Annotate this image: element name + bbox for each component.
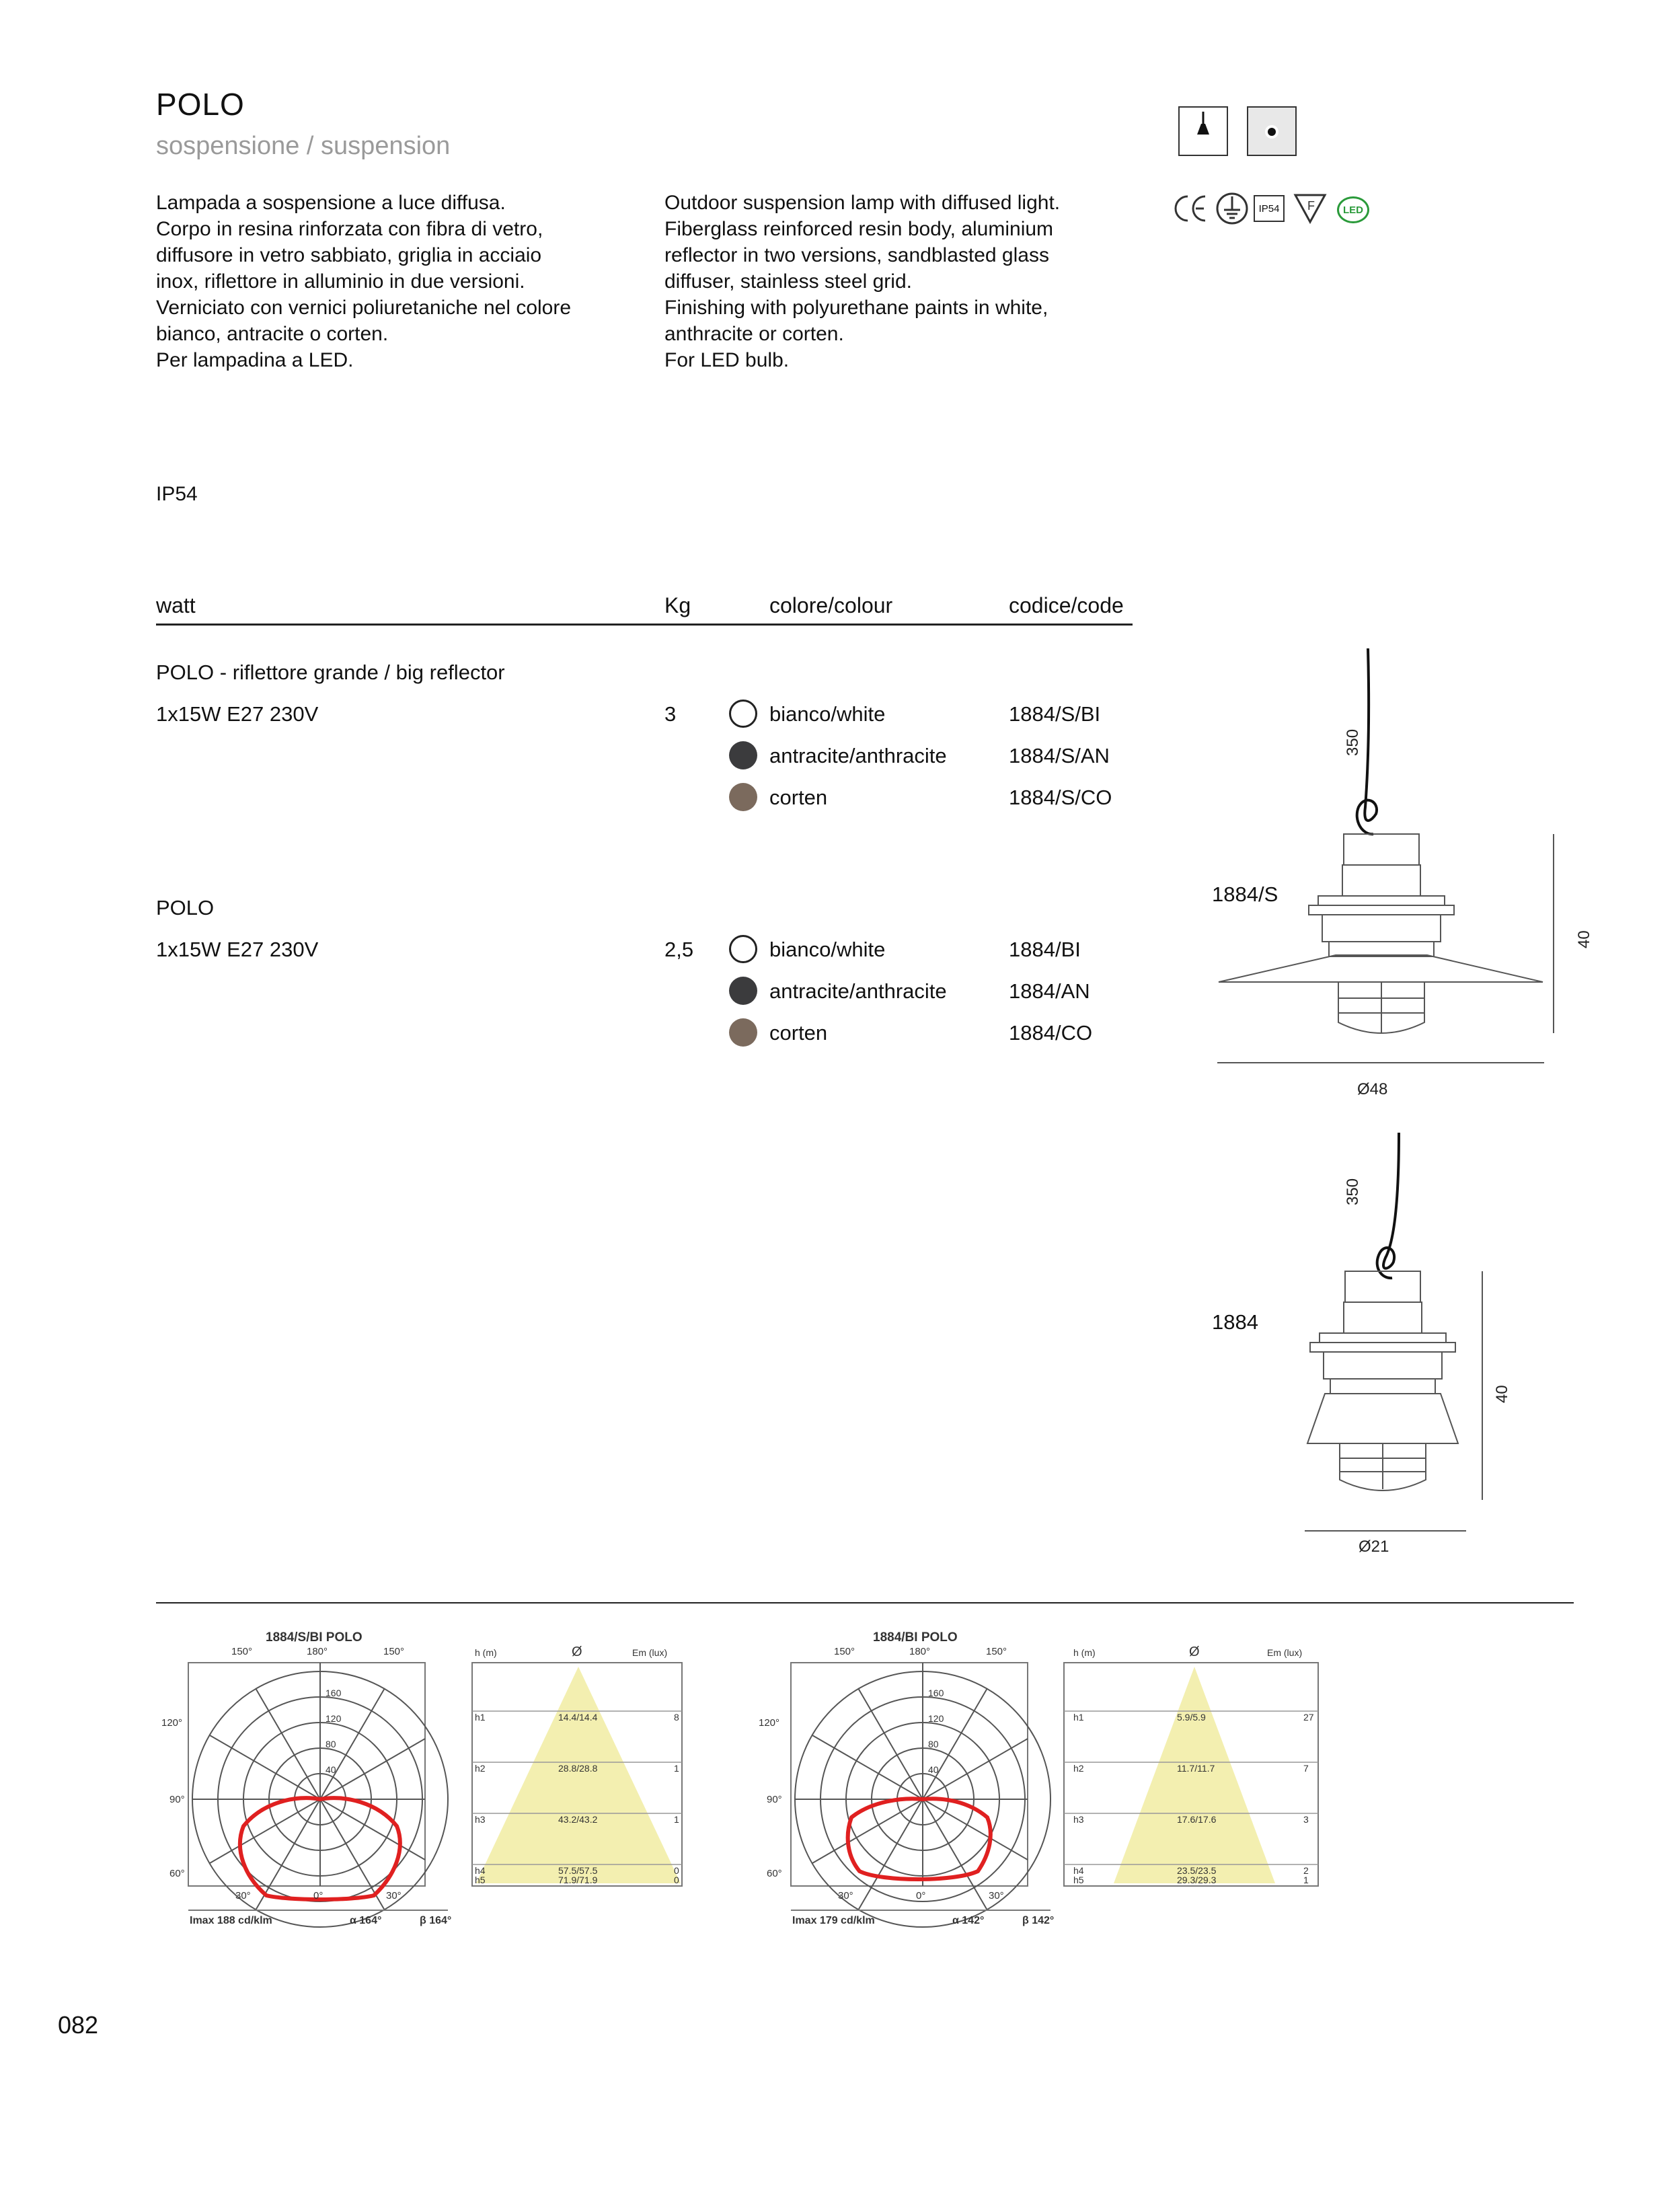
- led-icon: LED: [1337, 196, 1369, 223]
- cone-lux: 1: [674, 1763, 679, 1774]
- group-watt: 1x15W E27 230V: [156, 938, 319, 961]
- ring-label: 160: [928, 1688, 944, 1698]
- group-kg: 3: [664, 702, 677, 726]
- cone-lux: 8: [674, 1712, 679, 1723]
- description-line: bianco, antracite o corten.: [156, 323, 389, 345]
- group-name: POLO: [156, 896, 215, 919]
- cone-diameter: 17.6/17.6: [1177, 1814, 1217, 1825]
- angle-label: 150°: [834, 1646, 855, 1657]
- photometric-title: 1884/S/BI POLO: [266, 1630, 362, 1645]
- ring-label: 160: [326, 1688, 342, 1698]
- angle-label: 60°: [767, 1868, 782, 1879]
- colour-label: corten: [769, 1021, 828, 1045]
- description-line: For LED bulb.: [664, 349, 790, 371]
- alpha-label: α 164°: [350, 1915, 382, 1926]
- angle-label: 120°: [161, 1717, 183, 1729]
- description-line: reflector in two versions, sandblasted glass: [664, 244, 1049, 266]
- ce-mark-icon: [1172, 191, 1209, 229]
- angle-label: 0°: [313, 1890, 323, 1901]
- angle-label: 150°: [986, 1646, 1007, 1657]
- diameter-dimension: Ø21: [1359, 1538, 1389, 1556]
- downlight-icon: [1247, 106, 1297, 156]
- drawing-1884: [1278, 1130, 1493, 1564]
- cone-lux: 27: [1303, 1712, 1314, 1723]
- cone-header: h (m): [1073, 1647, 1096, 1658]
- cone-header: Ø: [572, 1645, 582, 1659]
- page-subtitle: sospensione / suspension: [156, 132, 451, 160]
- f-mark-icon: [1293, 191, 1328, 228]
- photometric-title: 1884/BI POLO: [873, 1630, 958, 1645]
- angle-label: 0°: [916, 1890, 926, 1901]
- angle-label: 60°: [169, 1868, 185, 1879]
- description-line: diffuser, stainless steel grid.: [664, 270, 912, 293]
- description-line: Lampada a sospensione a luce diffusa.: [156, 192, 506, 214]
- swatch-corten: [729, 1018, 757, 1047]
- imax-label: Imax 188 cd/klm: [190, 1915, 272, 1926]
- angle-label: 30°: [235, 1890, 251, 1901]
- angle-label: 30°: [386, 1890, 402, 1901]
- description-line: Fiberglass reinforced resin body, aluminium: [664, 218, 1054, 240]
- header-colour: colore/colour: [769, 593, 893, 617]
- ring-label: 80: [928, 1739, 939, 1749]
- header-watt: watt: [156, 593, 196, 617]
- colour-label: corten: [769, 786, 828, 809]
- cone-height: h2: [1073, 1763, 1084, 1774]
- swatch-anthracite: [729, 977, 757, 1005]
- cable-length-dimension: 350: [1344, 728, 1362, 756]
- ip-rating: IP54: [156, 483, 198, 505]
- cone-lux: 2: [1303, 1865, 1309, 1876]
- cone-diameter: 5.9/5.9: [1177, 1712, 1206, 1723]
- cone-header: Em (lux): [1267, 1647, 1303, 1658]
- drawing-label: 1884: [1212, 1310, 1258, 1334]
- drawing-1884-s: [1204, 646, 1580, 1106]
- drawing-label: 1884/S: [1212, 882, 1278, 906]
- cone-header: Ø: [1189, 1645, 1200, 1659]
- angle-label: 150°: [231, 1646, 253, 1657]
- pendant-icon: [1178, 106, 1228, 156]
- cone-height: h4: [1073, 1865, 1084, 1876]
- earth-ground-icon: [1215, 191, 1250, 229]
- angle-label: 30°: [989, 1890, 1004, 1901]
- cone-lux: 1: [674, 1814, 679, 1825]
- cone-height: h1: [475, 1712, 486, 1723]
- beta-label: β 164°: [420, 1915, 452, 1926]
- ring-label: 40: [326, 1764, 336, 1775]
- cone-diameter: 71.9/71.9: [558, 1875, 598, 1885]
- cone-lux: 3: [1303, 1814, 1309, 1825]
- angle-label: 180°: [307, 1646, 328, 1657]
- angle-label: 120°: [759, 1717, 780, 1729]
- alpha-label: α 142°: [952, 1915, 985, 1926]
- diameter-dimension: Ø48: [1357, 1080, 1388, 1098]
- description-italian: [156, 190, 571, 373]
- description-line: Outdoor suspension lamp with diffused light.: [664, 192, 1061, 214]
- cone-height: h3: [1073, 1814, 1084, 1825]
- cone-diameter: 57.5/57.5: [558, 1865, 598, 1876]
- ring-label: 40: [928, 1764, 939, 1775]
- angle-label: 180°: [909, 1646, 931, 1657]
- cone-lux: 0: [674, 1865, 679, 1876]
- description-line: anthracite or corten.: [664, 323, 844, 345]
- description-line: Verniciato con vernici poliuretaniche nel colore: [156, 297, 572, 319]
- beta-label: β 142°: [1022, 1915, 1055, 1926]
- angle-label: 30°: [838, 1890, 853, 1901]
- ip54-icon: IP54: [1254, 195, 1285, 222]
- angle-label: 90°: [767, 1794, 782, 1805]
- product-code: 1884/S/CO: [1009, 786, 1112, 809]
- svg-text:F: F: [1307, 199, 1315, 213]
- cone-diameter: 43.2/43.2: [558, 1814, 598, 1825]
- cone-lux: 7: [1303, 1763, 1309, 1774]
- product-code: 1884/BI: [1009, 938, 1081, 961]
- swatch-white: [729, 700, 757, 728]
- height-dimension: 40: [1575, 930, 1593, 948]
- ring-label: 120: [326, 1713, 342, 1724]
- description-line: Corpo in resina rinforzata con fibra di vetro,: [156, 218, 543, 240]
- colour-label: bianco/white: [769, 702, 886, 726]
- ring-label: 80: [326, 1739, 336, 1749]
- height-dimension: 40: [1493, 1385, 1511, 1403]
- cone-diameter: 23.5/23.5: [1177, 1865, 1217, 1876]
- header-divider: [156, 624, 1133, 626]
- swatch-white: [729, 935, 757, 963]
- group-watt: 1x15W E27 230V: [156, 702, 319, 726]
- cone-diameter: 14.4/14.4: [558, 1712, 598, 1723]
- header-code: codice/code: [1009, 593, 1124, 617]
- angle-label: 90°: [169, 1794, 185, 1805]
- photometrics-divider: [156, 1602, 1574, 1604]
- description-line: Per lampadina a LED.: [156, 349, 354, 371]
- group-kg: 2,5: [664, 938, 694, 961]
- ring-label: 120: [928, 1713, 944, 1724]
- cone-height: h5: [475, 1875, 486, 1885]
- page-number: 082: [58, 2011, 99, 2039]
- cable-length-dimension: 350: [1344, 1178, 1362, 1205]
- colour-label: antracite/anthracite: [769, 979, 947, 1003]
- swatch-corten: [729, 783, 757, 811]
- product-code: 1884/S/AN: [1009, 744, 1110, 767]
- product-code: 1884/CO: [1009, 1021, 1093, 1045]
- colour-label: bianco/white: [769, 938, 886, 961]
- header-kg: Kg: [664, 593, 691, 617]
- cone-diameter: 29.3/29.3: [1177, 1875, 1217, 1885]
- cone-header: Em (lux): [632, 1647, 668, 1658]
- product-code: 1884/AN: [1009, 979, 1090, 1003]
- product-code: 1884/S/BI: [1009, 702, 1101, 726]
- cone-diameter: 11.7/11.7: [1177, 1763, 1215, 1774]
- angle-label: 150°: [383, 1646, 405, 1657]
- photometric-panel-2: [753, 1628, 1332, 1991]
- cone-height: h1: [1073, 1712, 1084, 1723]
- imax-label: Imax 179 cd/klm: [792, 1915, 875, 1926]
- cone-height: h4: [475, 1865, 486, 1876]
- colour-label: antracite/anthracite: [769, 744, 947, 767]
- cone-diameter: 28.8/28.8: [558, 1763, 598, 1774]
- group-name: POLO - riflettore grande / big reflector: [156, 661, 505, 684]
- page-title: POLO: [156, 87, 245, 122]
- cone-header: h (m): [475, 1647, 497, 1658]
- description-line: diffusore in vetro sabbiato, griglia in acciaio: [156, 244, 542, 266]
- description-english: [664, 190, 1060, 373]
- description-line: Finishing with polyurethane paints in white,: [664, 297, 1048, 319]
- cone-lux: 1: [1303, 1875, 1309, 1885]
- cone-height: h5: [1073, 1875, 1084, 1885]
- photometric-panel-1: [161, 1628, 686, 1991]
- cone-lux: 0: [674, 1875, 679, 1885]
- cone-height: h2: [475, 1763, 486, 1774]
- cone-height: h3: [475, 1814, 486, 1825]
- description-line: inox, riflettore in alluminio in due versioni.: [156, 270, 525, 293]
- swatch-anthracite: [729, 741, 757, 769]
